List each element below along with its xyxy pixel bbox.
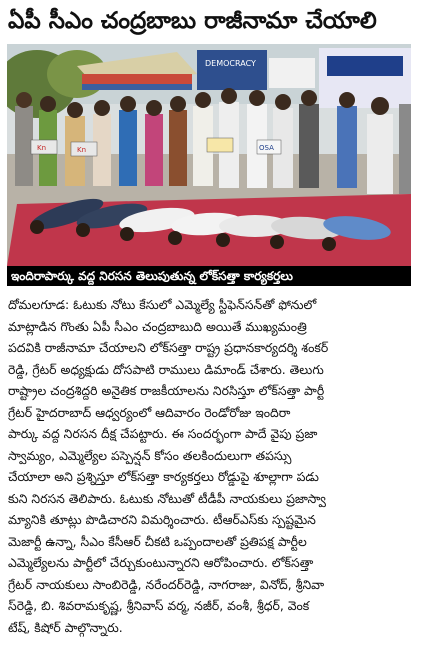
protest-photo [7,44,411,266]
placard-1-text: Kn [37,144,47,152]
article-line: కుని నిరసన తెలిపారు. ఓటుకు నోటుతో టీడీపీ నాయకులు ప్రజాస్వా [8,490,326,506]
protest-photo-drawing [7,44,411,266]
article-line: దోమలగూడ: ఓటుకు నోటు కేసులో ఎమ్మెల్యే స్టీఫెన్‌సన్‌తో ఫోనులో [8,297,317,312]
article-line: గ్రేటర్ హైదరాబాద్ ఆధ్వర్యంలో ఆదివారం రెండోరోజు ఇందిరా [8,404,291,420]
banner-text: DEMOCRACY [205,59,256,68]
article-line: ఎమ్మెల్యేలను పార్టీలో చేర్చుకుంటున్నారని ఆరోపించారు. లోక్‌సత్తా [8,555,314,570]
headline: ఏపీ సీఎం చంద్రబాబు రాజీనామా చేయాలి [8,8,377,34]
article-line: మాట్లాడిన గొంతు ఏపీ సీఎం చంద్రబాబుది అయితే ముఖ్యమంత్రి [8,318,307,334]
article-line: చేయాలా అని ప్రశ్నిస్తూ లోక్‌సత్తా కార్యకర్తలు రోడ్డుపై శూల్లాగా పడు [8,469,319,484]
article-line: టేష్, కిషోర్ పాల్గొన్నారు. [8,619,123,635]
article-line: రెడ్డి, గ్రేటర్ అధ్యక్షుడు దోసపాటి రాములు డిమాండ్ చేశారు. తెలుగు [8,361,324,377]
article-body [8,294,416,638]
article-line: స్వామ్యం, ఎమ్మెల్యేల పస్పెన్షన్ కోసం తలకిందులుగా తపస్సు [8,447,292,463]
article-line: మెజార్టీ ఉన్నా, సీఎం కేసీఆర్ చీకటి ఒప్పందాలతో ప్రతిపక్ష పార్టీల [8,533,307,549]
article-line: పార్కు వద్ద నిరసన దీక్ష చేపట్టారు. ఈ సందర్భంగా పాదే వైపు ప్రజా [8,426,318,441]
placard-2-text: Kn [77,146,87,154]
photo-caption: ఇందిరాపార్కు వద్ద నిరసన తెలుపుతున్న లోక్‌సత్తా కార్యకర్తలు [7,266,411,286]
placard-3-text: OSA [259,144,274,152]
article-line: మ్యానికి తూట్లు పొడిచారని విమర్శించారు. టీఆర్ఎస్‌కు స్పష్టమైన [8,512,316,527]
article-line: పదవికి రాజీనామా చేయాలని లోక్‌సత్తా రాష్ట్ర ప్రధానకార్యదర్శి శంకర్ [8,340,329,355]
article-line: రాష్ట్రాల చంద్రశిద్దరి అనైతిక రాజకీయాలను నిరసిస్తూ లోక్‌సత్తా పార్టీ [8,383,325,398]
article-line: స్‌రెడ్డి, బి. శివరామకృష్ణ, శ్రీనివాస్ వర్మ, నజీర్, వంశీ, శ్రీధర్, వెంక [8,598,310,613]
article-line: గ్రేటర్ నాయకులు సాంబిరెడ్డి, నరేందర్‌రెడ్డి, నాగరాజు, వినోద్, శ్రీనివా [8,576,325,592]
